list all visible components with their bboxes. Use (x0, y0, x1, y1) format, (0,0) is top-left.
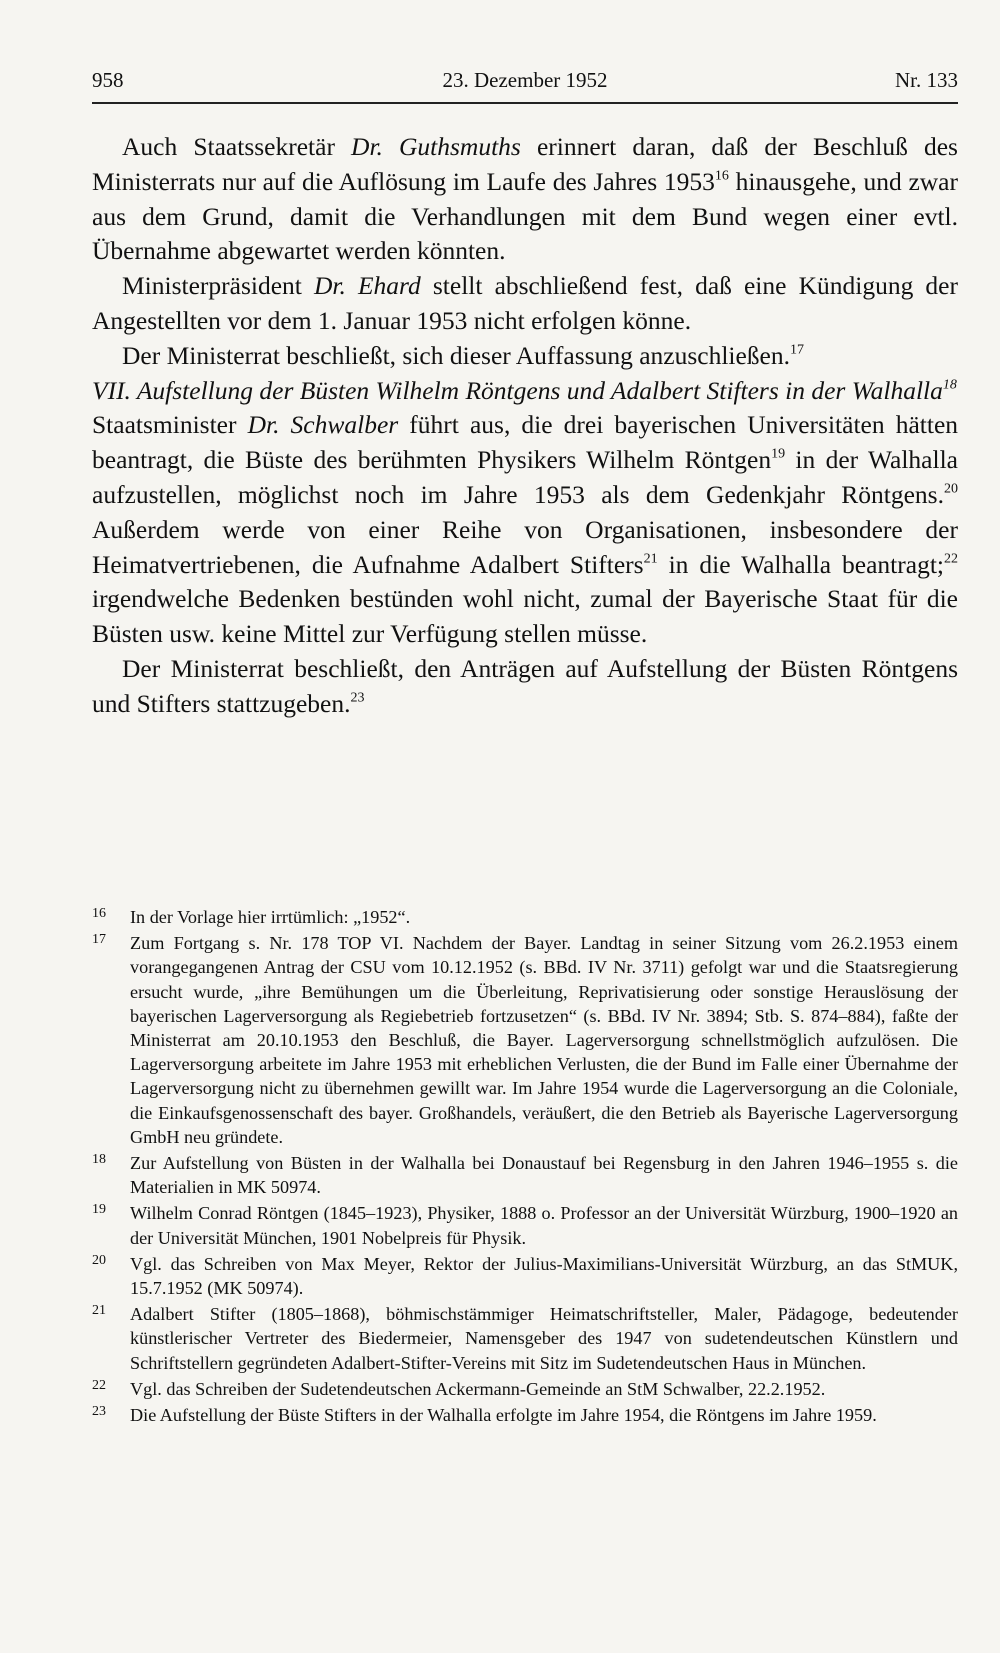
footnote-ref: 17 (790, 342, 805, 358)
text-span: irgendwelche Bedenken bestünden wohl nicht, zumal der Bayerische Staat für die Büsten usw. keine Mittel zur Verfügung stellen müsse. (92, 584, 958, 649)
footnote-number: 19 (92, 1202, 106, 1218)
paragraph-ehard (92, 269, 958, 339)
main-text (92, 130, 958, 722)
footnote-number: 21 (92, 1303, 106, 1319)
footnote-text: Wilhelm Conrad Röntgen (1845–1923), Physiker, 1888 o. Professor an der Universität Würzburg, 1900–1920 an der Universität München, 1901 Nobelpreis für Physik. (130, 1203, 958, 1248)
paragraph-guthsmuths (92, 130, 958, 269)
heading-text: VII. Aufstellung der Büsten Wilhelm Röntgens und Adalbert Stifters in der Walhalla (92, 375, 943, 405)
footnote (92, 1403, 958, 1427)
text-span: erinnert daran, daß der Beschluß des Ministerrats nur auf die Auflösung im Laufe des Jahres 1953 (92, 132, 958, 196)
footnote-ref: 23 (350, 690, 365, 706)
footnote-text: Adalbert Stifter (1805–1868), böhmischstämmiger Heimatschriftsteller, Maler, Pädagoge, bedeutender künstlerischer Vertreter des Biedermeier, Namensgeber des 1947 von sudetendeutschen Künstlern und Schriftstellern gegründeten Adalbert-Stifter-Vereins mit Sitz im Sudetendeutschen Haus in München. (130, 1304, 958, 1373)
footnotes (92, 905, 958, 1429)
person-name: Dr. Ehard (313, 271, 421, 301)
footnote (92, 1377, 958, 1401)
person-name: Dr. Schwalber (247, 410, 399, 440)
text-span: Der Ministerrat beschließt, den Anträgen auf Aufstellung der Büsten Röntgens und Stifters stattzugeben. (92, 653, 958, 718)
footnote-text: Vgl. das Schreiben von Max Meyer, Rektor der Julius-Maximilians-Universität Würzburg, an das StMUK, 15.7.1952 (MK 50974). (130, 1253, 958, 1299)
footnote-text: In der Vorlage hier irrtümlich: „1952“. (130, 907, 411, 927)
page-number: 958 (92, 68, 124, 92)
text-span: Der Ministerrat beschließt, sich dieser Auffassung anzuschließen. (122, 340, 791, 370)
text-span: Auch Staatssekretär (122, 132, 352, 161)
footnote-ref: 18 (942, 377, 957, 393)
person-name: Dr. Guthsmuths (351, 132, 521, 161)
footnote (92, 931, 958, 1149)
footnote-number: 16 (92, 906, 106, 921)
text-span: stellt abschließend fest, daß eine Kündigung der Angestellten vor dem 1. Januar 1953 nicht erfolgen könne. (92, 271, 958, 335)
footnote-text: Zur Aufstellung von Büsten in der Walhalla bei Donaustauf bei Regensburg in den Jahren 1946–1955 s. die Materialien in MK 50974. (130, 1153, 958, 1198)
page-header (92, 60, 958, 104)
footnote-number: 18 (92, 1152, 106, 1168)
text-span: in die Walhalla beantragt; (657, 549, 944, 579)
footnote-number: 17 (92, 932, 106, 948)
text-span: Ministerpräsident (122, 271, 314, 301)
footnote-ref: 19 (771, 446, 786, 462)
footnote-text: Die Aufstellung der Büste Stifters in der Walhalla erfolgte im Jahre 1954, die Röntgens im Jahre 1959. (130, 1405, 877, 1426)
footnote (92, 1201, 958, 1249)
footnote-number: 20 (92, 1252, 106, 1268)
text-span: Staatsminister (92, 410, 248, 440)
paragraph-schwalber (92, 408, 958, 652)
section-heading (92, 374, 958, 409)
footnote (92, 1252, 958, 1300)
footnote-ref: 21 (643, 551, 658, 567)
text-span: hinausgehe, und zwar aus dem Grund, damit die Verhandlungen mit dem Bund wegen einer evtl. Übernahme abgewartet werden könnten. (92, 166, 958, 266)
footnote (92, 905, 958, 929)
footnote-number: 23 (92, 1404, 106, 1420)
text-span: führt aus, die drei bayerischen Universitäten hätten beantragt, die Büste des berühmten Physikers Wilhelm Röntgen (92, 410, 959, 475)
footnote-ref: 22 (944, 551, 959, 567)
footnote-text: Zum Fortgang s. Nr. 178 TOP VI. Nachdem der Bayer. Landtag in seiner Sitzung vom 26.2.1953 einem vorangegangenen Antrag der CSU vom 10.12.1952 (s. BBd. IV Nr. 3711) gefolgt war und die Staatsregierung ersucht wurde, „ihre Bemühungen um die Überleitung, Reprivatisierung oder sonstige Herauslösung der bayerischen Lagerversorgung als Regiebetrieb fortzusetzen“ (s. BBd. IV Nr. 3894; Stb. S. 874–884), faßte der Ministerrat am 20.10.1953 den Beschluß, die Bayer. Lagerversorgung schnellstmöglich aufzulösen. Die Lagerversorgung arbeitete im Jahre 1953 mit erheblichen Verlusten, die der Bund im Falle einer Übernahme der Lagerversorgung nicht zu übernehmen gewillt war. Im Jahre 1954 wurde die Lagerversorgung an die Coloniale, die Einkaufsgenossenschaft des bayer. Großhandels, veräußert, die den Betrieb als Bayerische Lagerversorgung GmbH neu gründete. (130, 933, 958, 1147)
footnote-number: 22 (92, 1377, 106, 1393)
text-span: in der Walhalla aufzustellen, möglichst noch im Jahre 1953 als dem Gedenkjahr Röntgens. (92, 445, 958, 509)
header-issue-number: Nr. 133 (895, 68, 958, 92)
paragraph-resolution-1 (92, 339, 958, 374)
text-span: Außerdem werde von einer Reihe von Organisationen, insbesondere der Heimatvertriebenen, die Aufnahme Adalbert Stifters (92, 514, 958, 579)
header-date: 23. Dezember 1952 (442, 68, 608, 92)
footnote-ref: 16 (714, 168, 729, 184)
footnote (92, 1302, 958, 1375)
paragraph-resolution-2 (92, 652, 958, 722)
footnote-text: Vgl. das Schreiben der Sudetendeutschen Ackermann-Gemeinde an StM Schwalber, 22.2.1952. (130, 1378, 826, 1399)
footnote-ref: 20 (943, 481, 958, 497)
footnote (92, 1151, 958, 1199)
